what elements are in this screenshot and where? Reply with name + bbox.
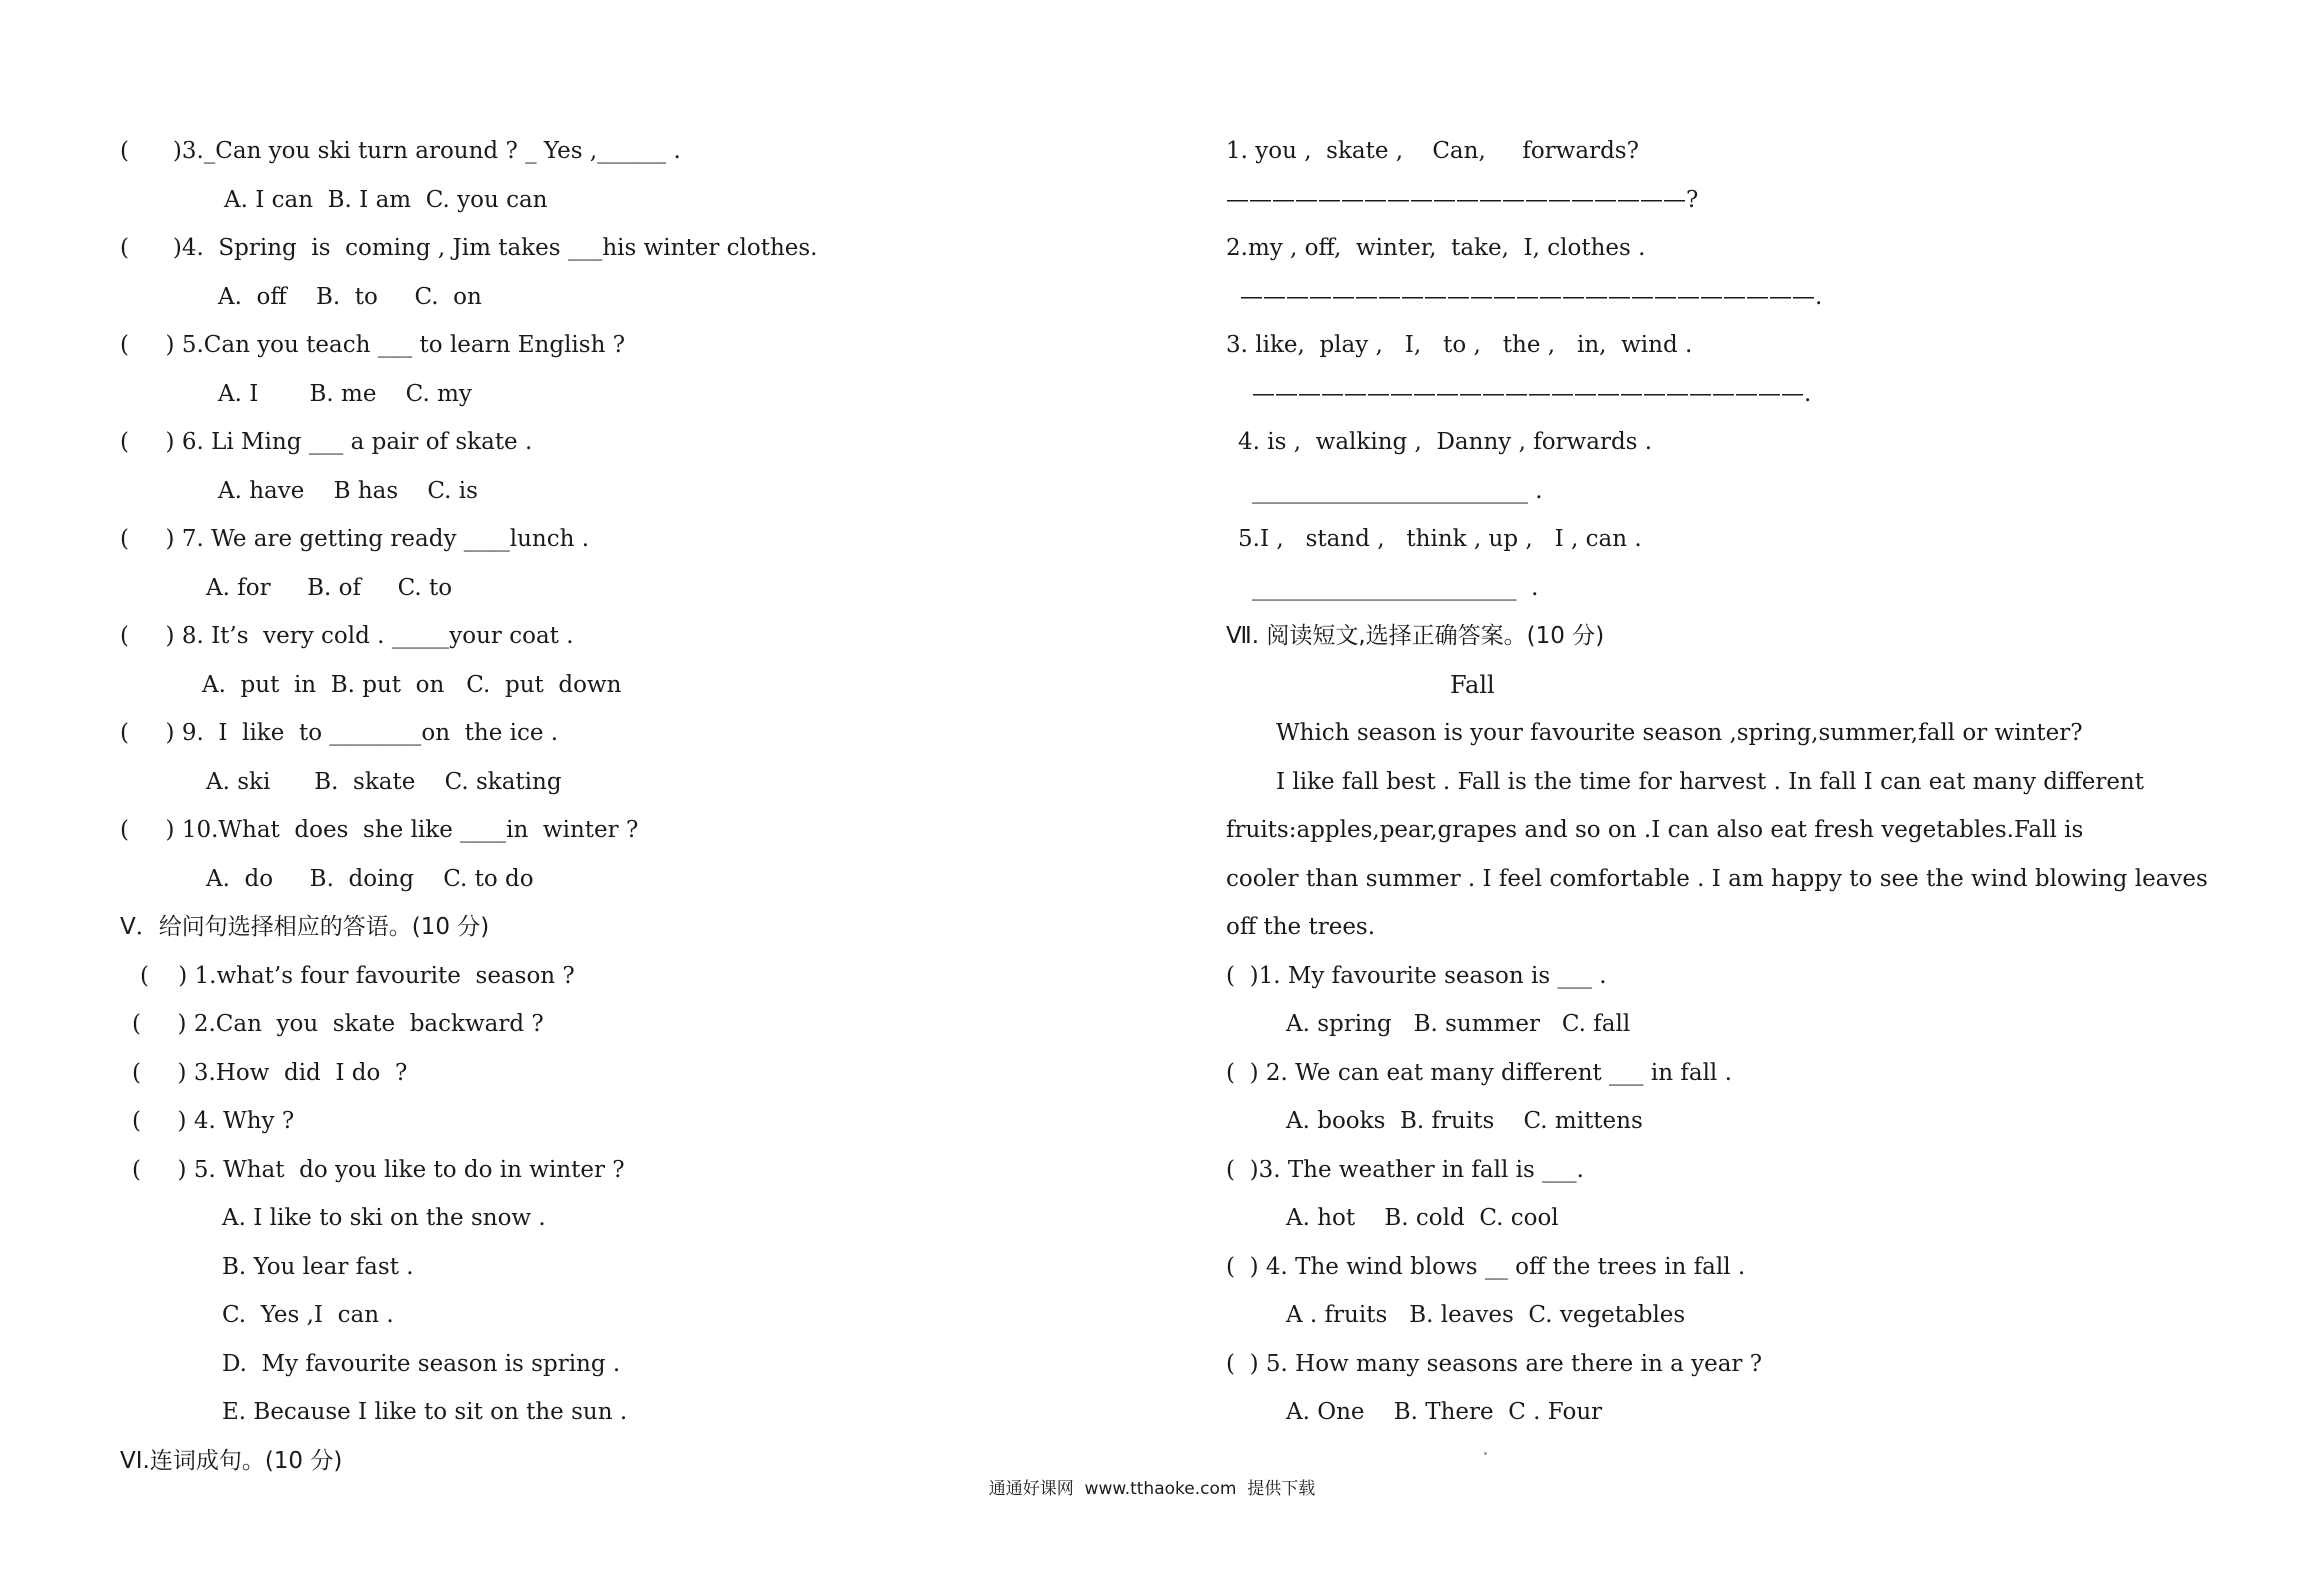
sentence-1-blank: ————————————————————? [1226,187,1699,213]
sentence-4-words: 4. is , walking , Danny , forwards . [1238,429,1653,455]
q10-options: A. do B. doing C. to do [206,866,534,892]
answer-a: A. I like to ski on the snow . [222,1205,546,1231]
passage-line-5: off the trees. [1226,914,1376,940]
q4-options: A. off B. to C. on [218,284,482,310]
q5-question: ( ) 5.Can you teach ___ to learn English ? [120,332,626,358]
reading-q2: ( ) 2. We can eat many different ___ in fall . [1226,1060,1732,1086]
stray-dot [1484,1452,1487,1455]
q8-options: A. put in B. put on C. put down [202,672,622,698]
reading-q5: ( ) 5. How many seasons are there in a year ? [1226,1351,1763,1377]
answer-e: E. Because I like to sit on the sun . [222,1399,628,1425]
q7-question: ( ) 7. We are getting ready ____lunch . [120,526,590,552]
match-q3: ( ) 3.How did I do ? [132,1060,408,1086]
sentence-5-blank: _______________________ . [1252,575,1539,601]
q8-question: ( ) 8. It’s very cold . _____your coat . [120,623,574,649]
reading-q3: ( )3. The weather in fall is ___. [1226,1157,1584,1183]
sentence-3-blank: ————————————————————————. [1252,381,1812,407]
passage-line-3: fruits:apples,pear,grapes and so on .I can also eat fresh vegetables.Fall is [1226,817,2084,843]
section-v-heading: V．给问句选择相应的答语。(10 分) [120,914,490,940]
q4-question: ( )4. Spring is coming , Jim takes ___his winter clothes. [120,235,818,261]
match-q4: ( ) 4. Why ? [132,1108,295,1134]
reading-q2-options: A. books B. fruits C. mittens [1286,1108,1643,1134]
sentence-1-words: 1. you , skate , Can, forwards? [1226,138,1639,164]
footer-watermark: 通通好课网 www.tthaoke.com 提供下载 [988,1479,1316,1499]
reading-q3-options: A. hot B. cold C. cool [1286,1205,1559,1231]
sentence-3-words: 3. like, play , I, to , the , in, wind . [1226,332,1693,358]
q9-options: A. ski B. skate C. skating [206,769,562,795]
reading-q1: ( )1. My favourite season is ___ . [1226,963,1607,989]
match-q2: ( ) 2.Can you skate backward ? [132,1011,544,1037]
sentence-4-blank: ________________________ . [1252,478,1543,504]
passage-line-1: Which season is your favourite season ,spring,summer,fall or winter? [1276,720,2083,746]
passage-title: Fall [1450,671,1495,699]
q7-options: A. for B. of C. to [206,575,453,601]
section-vii-heading: Ⅶ. 阅读短文,选择正确答案。(10 分) [1226,623,1605,649]
q3-question: ( )3._Can you ski turn around ? _ Yes ,______ . [120,138,681,164]
sentence-5-words: 5.I , stand , think , up , I , can . [1238,526,1642,552]
answer-c: C. Yes ,I can . [222,1302,394,1328]
match-q1: ( ) 1.what’s four favourite season ? [140,963,575,989]
answer-b: B. You lear fast . [222,1254,414,1280]
sentence-2-blank: —————————————————————————. [1240,284,1823,310]
section-vi-heading: VI.连词成句。(10 分) [120,1448,343,1474]
reading-q5-options: A. One B. There C . Four [1286,1399,1603,1425]
q6-question: ( ) 6. Li Ming ___ a pair of skate . [120,429,533,455]
reading-q1-options: A. spring B. summer C. fall [1286,1011,1631,1037]
match-q5: ( ) 5. What do you like to do in winter ? [132,1157,625,1183]
sentence-2-words: 2.my , off, winter, take, I, clothes . [1226,235,1646,261]
q9-question: ( ) 9. I like to ________on the ice . [120,720,559,746]
q5-options: A. I B. me C. my [218,381,472,407]
reading-q4: ( ) 4. The wind blows __ off the trees in fall . [1226,1254,1746,1280]
passage-line-2: I like fall best . Fall is the time for harvest . In fall I can eat many different [1276,769,2144,795]
reading-q4-options: A . fruits B. leaves C. vegetables [1286,1302,1686,1328]
q6-options: A. have B has C. is [218,478,478,504]
passage-line-4: cooler than summer . I feel comfortable . I am happy to see the wind blowing leaves [1226,866,2208,892]
q10-question: ( ) 10.What does she like ____in winter ? [120,817,639,843]
answer-d: D. My favourite season is spring . [222,1351,621,1377]
q3-options: A. I can B. I am C. you can [224,187,548,213]
